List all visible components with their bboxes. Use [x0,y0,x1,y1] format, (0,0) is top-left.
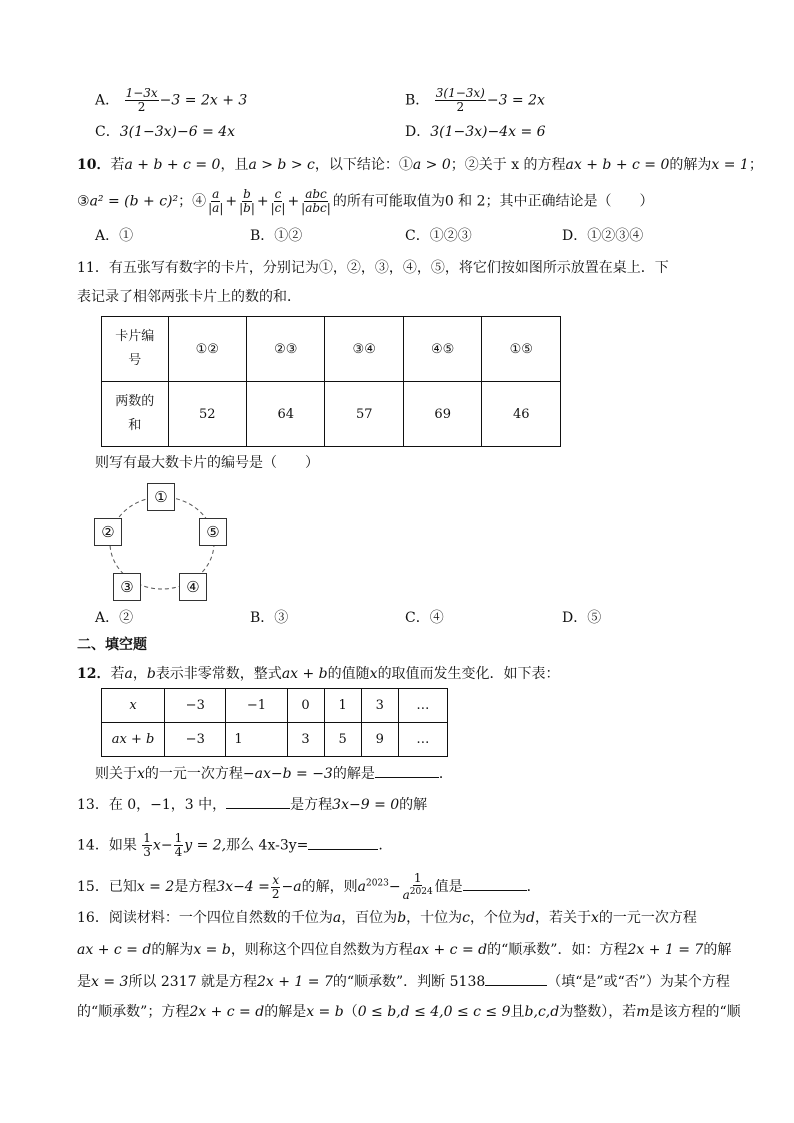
q11-table [101,316,561,447]
card-4: ④ [179,573,207,601]
q11-line2: 表记录了相邻两张卡片上的数的和． [77,289,301,305]
table-cell: 3 [287,723,324,757]
table-cell: 64 [246,382,324,447]
q13: 13．在 0，−1，3 中， 是方程3x−9 = 0的解 [77,794,427,815]
answer-blank[interactable] [226,794,290,809]
card-diagram [92,482,232,604]
table-cell: ④⑤ [403,317,481,382]
table-cell: 5 [324,723,361,757]
q12-question: 则关于x的一元一次方程−ax−b = −3的解是 ． [95,763,453,784]
q16-line4: 的“顺承数”；方程2x + c = d的解是x = b（0 ≤ b,d ≤ 4,0 ≤ c ≤ 9且b,c,d为整数），若m是该方程的“顺 [77,1004,741,1020]
card-2: ② [94,518,122,546]
table-cell: 57 [325,382,403,447]
section-title: 二、填空题 [77,637,147,653]
q11-question: 则写有最大数卡片的编号是（ ） [95,455,319,471]
card-1: ① [147,483,175,511]
table-cell: −3 [165,723,226,757]
q14: 14．如果 $\frac{1}{3}$ x− $\frac{1}{4}$ y = 2,那么 4x-3y= . [77,831,383,859]
q16-line3: 是x = 3所以 2317 就是方程2x + 1 = 7的“顺承数”．判断 5138 （填“是”或“否”）为某个方程 [77,971,730,992]
q11-option-b: B．③ [250,610,289,626]
card-3: ③ [113,573,141,601]
q15: 15．已知x = 2是方程3x−4 = $\frac{x}{2}$ −a的解，则$a^{2023}-$ $\frac{1}{a^{2024}}$ 值是 ． [77,871,541,902]
answer-blank[interactable] [463,876,527,891]
q11-line1: 11．有五张写有数字的卡片，分别记为①，②，③，④，⑤，将它们按如图所示放置在桌上．下 [77,260,669,276]
table-cell: ①⑤ [482,317,561,382]
q10-option-d: D．①②③④ [562,228,644,244]
table-cell: 52 [168,382,246,447]
answer-blank[interactable] [485,971,547,986]
q9-option-c: C．3(1−3x)−6 = 4x [95,124,236,140]
card-5: ⑤ [199,518,227,546]
answer-blank[interactable] [308,835,378,850]
table-cell: 1 [324,689,361,723]
q9-option-a: A． $\frac{1-3x}{2}$ −3 = 2x + 3 [95,86,248,114]
q9-option-b: B． $\frac{3(1-3x)}{2}$ −3 = 2x [405,86,545,114]
q10-line1: 10．若a + b + c = 0，且a > b > c，以下结论：①a > 0；②关于 x 的方程ax + b + c = 0的解为x = 1； [77,157,763,173]
table-cell: ②③ [246,317,324,382]
answer-blank[interactable] [375,763,439,778]
q10-line2: ③a² = (b + c)²；④ $\frac{a}{|a|}$ + $\frac{b}{|b|}$ + $\frac{c}{|c|}$ + $\frac{\text{abc}}{\text{|abc|}}$ 的所有可能取值为0 和 2；其中正确结论是（ ） [77,187,654,215]
q16-line2: ax + c = d的解为x = b，则称这个四位自然数为方程ax + c = d的“顺承数”．如：方程2x + 1 = 7的解 [77,942,732,958]
q10-option-c: C．①②③ [405,228,472,244]
table-cell: −3 [165,689,226,723]
q11-option-d: D．⑤ [562,610,602,626]
table-cell: … [398,689,447,723]
table-cell: −1 [226,689,287,723]
q10-option-a: A．① [95,228,134,244]
table-cell: 0 [287,689,324,723]
q16-line1: 16．阅读材料：一个四位自然数的千位为a，百位为b，十位为c，个位为d，若关于x的一元一次方程 [77,910,697,926]
table-cell: 46 [482,382,561,447]
q9-option-d: D．3(1−3x)−4x = 6 [405,124,546,140]
table-cell: ③④ [325,317,403,382]
table-cell: … [398,723,447,757]
table-cell: x [102,689,165,723]
q11-row2-header: 两数的 和 [102,382,169,447]
q10-option-b: B．①② [250,228,303,244]
table-cell: 3 [361,689,398,723]
q12-table [101,688,448,757]
q12-line1: 12．若a，b表示非零常数，整式ax + b的值随x的取值而发生变化．如下表： [77,666,560,682]
q11-row1-header: 卡片编 号 [102,317,169,382]
table-cell: 1 [226,723,287,757]
q11-option-a: A．② [95,610,134,626]
table-cell: 69 [403,382,481,447]
q11-option-c: C．④ [405,610,444,626]
table-cell: ax + b [102,723,165,757]
table-cell: 9 [361,723,398,757]
table-cell: ①② [168,317,246,382]
